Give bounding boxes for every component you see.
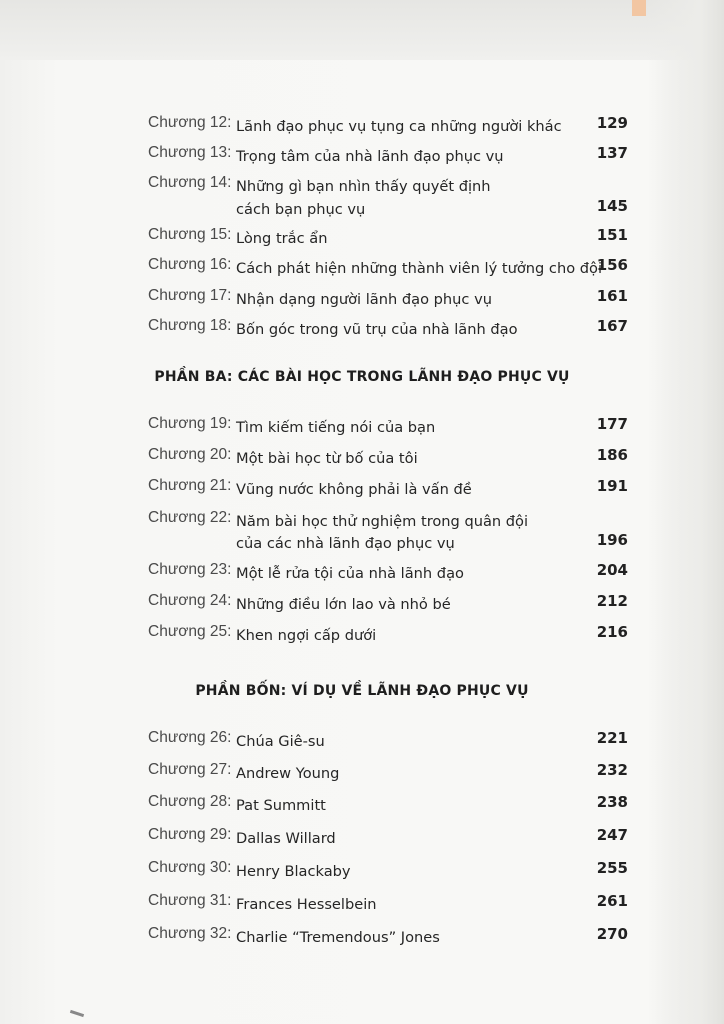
chapter-label: Chương 15: (148, 226, 232, 243)
page-number: 191 (596, 477, 628, 495)
chapter-title-line2: cách bạn phục vụ (236, 201, 366, 218)
toc-entry-ch23 (148, 561, 628, 587)
page-number: 129 (596, 114, 628, 132)
chapter-label: Chương 19: (148, 415, 232, 432)
chapter-title: Một lễ rửa tội của nhà lãnh đạo (236, 565, 464, 582)
chapter-title: Nhận dạng người lãnh đạo phục vụ (236, 291, 492, 308)
chapter-title: Vũng nước không phải là vấn đề (236, 481, 472, 498)
toc-entry-ch20 (148, 446, 628, 472)
page-number: 270 (596, 925, 628, 943)
toc-entry-ch27 (148, 761, 628, 787)
chapter-title: Những điều lớn lao và nhỏ bé (236, 596, 451, 613)
toc-entry-ch17 (148, 287, 628, 313)
chapter-label: Chương 26: (148, 729, 232, 746)
toc-entry-ch29 (148, 826, 628, 852)
page-number: 232 (596, 761, 628, 779)
page-number: 161 (596, 287, 628, 305)
chapter-label: Chương 18: (148, 317, 232, 334)
chapter-label: Chương 22: (148, 509, 232, 526)
chapter-label: Chương 12: (148, 114, 232, 131)
page-number: 204 (596, 561, 628, 579)
page-number: 145 (596, 197, 628, 215)
chapter-title: Trọng tâm của nhà lãnh đạo phục vụ (236, 148, 504, 165)
toc-entry-ch13 (148, 144, 628, 170)
chapter-title: Chúa Giê-su (236, 733, 325, 750)
page-number: 151 (596, 226, 628, 244)
page-number: 196 (596, 531, 628, 549)
toc-entry-ch24 (148, 592, 628, 618)
chapter-title: Lãnh đạo phục vụ tụng ca những người khác (236, 118, 562, 135)
chapter-title: Dallas Willard (236, 830, 336, 847)
toc-entry-ch28 (148, 793, 628, 819)
chapter-label: Chương 31: (148, 892, 232, 909)
chapter-title: Lòng trắc ẩn (236, 230, 328, 247)
chapter-label: Chương 25: (148, 623, 232, 640)
toc-entry-ch31 (148, 892, 628, 918)
chapter-label: Chương 23: (148, 561, 232, 578)
chapter-label: Chương 29: (148, 826, 232, 843)
toc-entry-ch14 (148, 174, 628, 226)
chapter-label: Chương 17: (148, 287, 232, 304)
chapter-label: Chương 24: (148, 592, 232, 609)
chapter-label: Chương 30: (148, 859, 232, 876)
chapter-label: Chương 21: (148, 477, 232, 494)
chapter-title: Henry Blackaby (236, 863, 351, 880)
chapter-label: Chương 27: (148, 761, 232, 778)
page-number: 137 (596, 144, 628, 162)
page-number: 186 (596, 446, 628, 464)
chapter-title: Tìm kiếm tiếng nói của bạn (236, 419, 436, 436)
page-number: 216 (596, 623, 628, 641)
toc-entry-ch12 (148, 114, 628, 140)
toc-entry-ch16 (148, 256, 628, 282)
page-number: 247 (596, 826, 628, 844)
page-number: 167 (596, 317, 628, 335)
toc-entry-ch30 (148, 859, 628, 885)
page-number: 261 (596, 892, 628, 910)
chapter-label: Chương 20: (148, 446, 232, 463)
chapter-label: Chương 14: (148, 174, 232, 191)
section-heading-part3: PHẦN BA: CÁC BÀI HỌC TRONG LÃNH ĐẠO PHỤC VỤ (154, 369, 570, 385)
chapter-title: Một bài học từ bố của tôi (236, 450, 418, 467)
chapter-title: Bốn góc trong vũ trụ của nhà lãnh đạo (236, 321, 518, 338)
toc-entry-ch19 (148, 415, 628, 441)
chapter-label: Chương 13: (148, 144, 232, 161)
page-number: 238 (596, 793, 628, 811)
chapter-title: Pat Summitt (236, 797, 326, 814)
toc-entry-ch25 (148, 623, 628, 649)
toc-entry-ch32 (148, 925, 628, 951)
page-number: 156 (596, 256, 628, 274)
toc-entry-ch22 (148, 509, 628, 561)
chapter-title-line1: Năm bài học thử nghiệm trong quân đội (236, 513, 529, 530)
toc-entry-ch26 (148, 729, 628, 755)
chapter-title-line1: Những gì bạn nhìn thấy quyết định (236, 178, 491, 195)
chapter-label: Chương 16: (148, 256, 232, 273)
chapter-title: Cách phát hiện những thành viên lý tưởng cho đội (236, 260, 603, 277)
page-number: 212 (596, 592, 628, 610)
chapter-title: Frances Hesselbein (236, 896, 377, 913)
page-number: 255 (596, 859, 628, 877)
toc-entry-ch15 (148, 226, 628, 252)
chapter-label: Chương 32: (148, 925, 232, 942)
chapter-title-line2: của các nhà lãnh đạo phục vụ (236, 535, 455, 552)
toc-entry-ch21 (148, 477, 628, 503)
chapter-title: Charlie “Tremendous” Jones (236, 929, 440, 946)
chapter-title: Andrew Young (236, 765, 340, 782)
toc-entry-ch18 (148, 317, 628, 343)
chapter-title: Khen ngợi cấp dưới (236, 627, 377, 644)
chapter-label: Chương 28: (148, 793, 232, 810)
page-number: 221 (596, 729, 628, 747)
page-number: 177 (596, 415, 628, 433)
section-heading-part4: PHẦN BỐN: VÍ DỤ VỀ LÃNH ĐẠO PHỤC VỤ (195, 683, 529, 699)
